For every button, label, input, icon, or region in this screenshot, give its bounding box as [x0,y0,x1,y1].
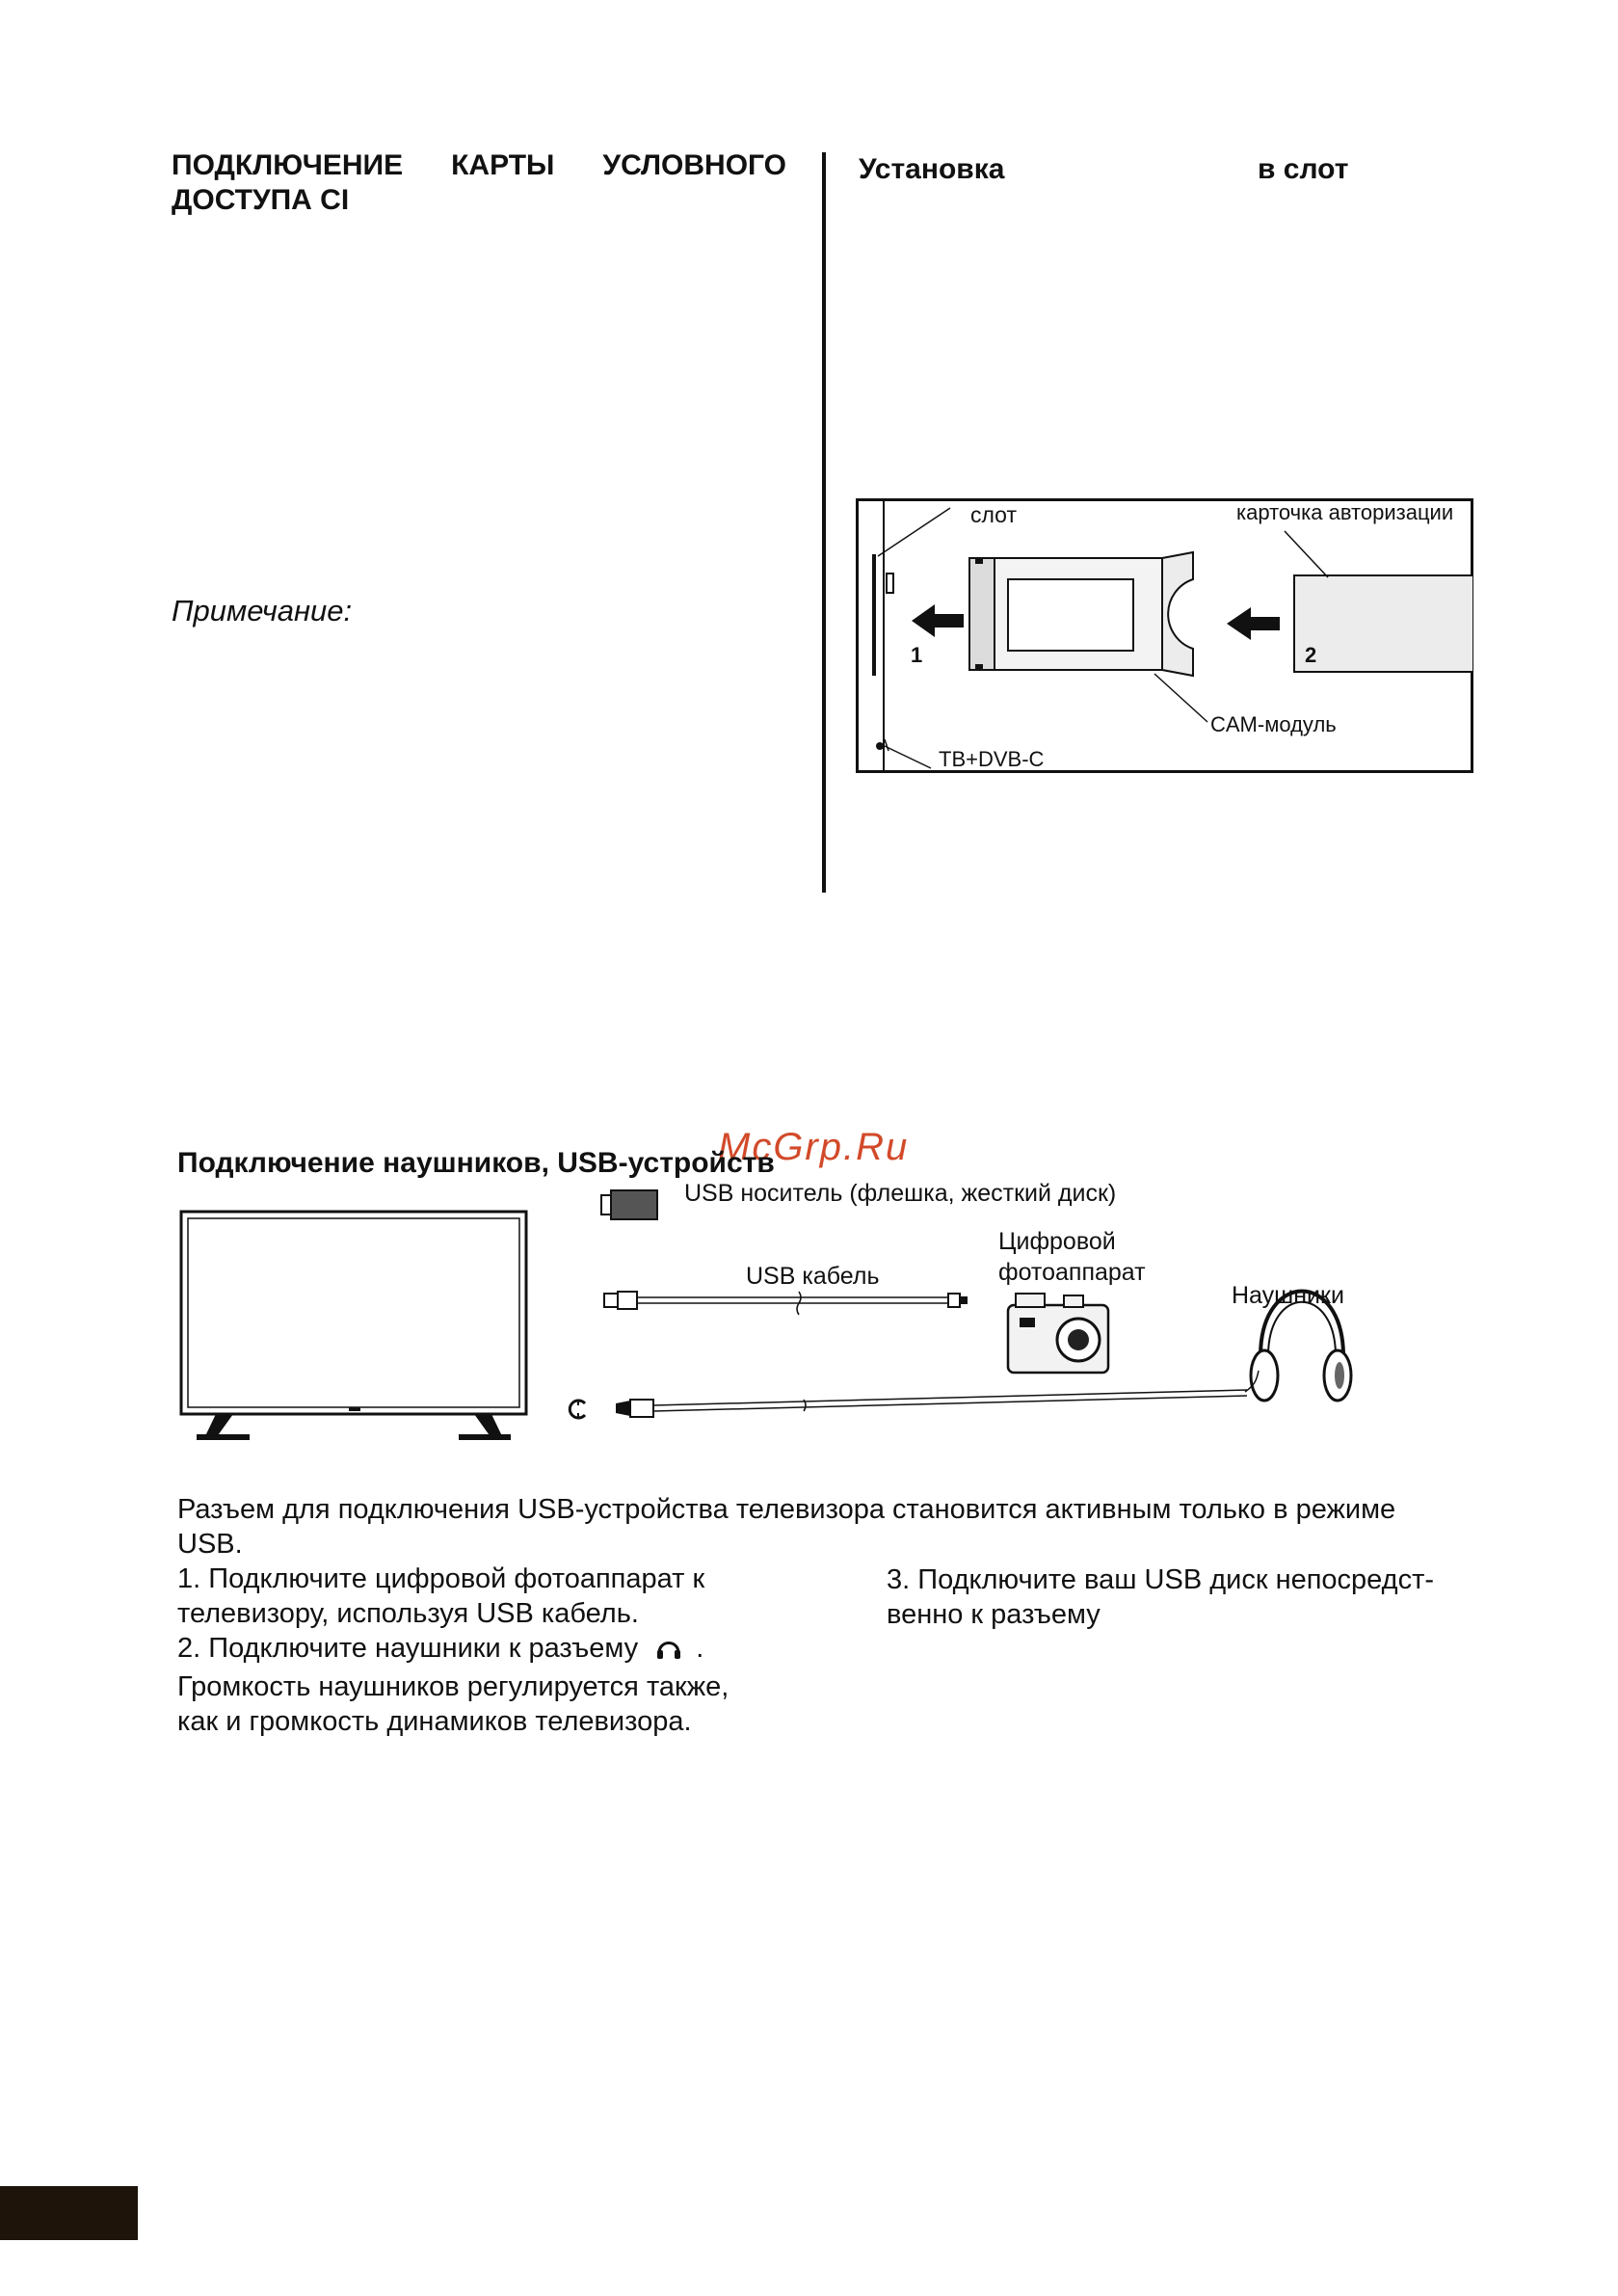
item3-line1: 3. Подключите ваш USB диск непосредст- [887,1564,1435,1595]
usb-intro-line1: Разъем для подключения USB-устройства телевизора становится активным только в режиме [177,1494,1396,1525]
ci-title-word-2: КАРТЫ [451,149,555,181]
item2-line3: как и громкость динамиков телевизора. [177,1706,692,1737]
usb-instructions-left [177,1562,794,1739]
usb-instructions-right [887,1562,1484,1632]
cam-insertion-diagram [856,498,1473,773]
install-title-word1: Установка [859,153,1005,185]
watermark-text: McGrp.Ru [718,1126,910,1168]
install-title-word2: в слот [1258,153,1349,185]
ci-section-title [172,148,786,218]
label-auth-card: карточка авторизации [1236,500,1454,524]
ci-title-word-1: ПОДКЛЮЧЕНИЕ [172,149,404,181]
headphones-icon [655,1634,682,1669]
usb-intro-text [177,1492,1469,1562]
column-divider [822,152,826,893]
ci-note-label: Примечание: [172,594,353,627]
label-usb-cable: USB кабель [746,1263,880,1290]
page-footer-block [0,2186,138,2240]
usb-diagram-svg [177,1188,1372,1448]
label-headphones: Наушники [1232,1282,1344,1309]
item1-line2: телевизору, используя USB кабель. [177,1598,639,1629]
label-camera-line2: фотоаппарат [998,1259,1146,1286]
item2-line1-end: . [696,1633,704,1664]
usb-connection-diagram [177,1180,1372,1448]
ci-title-line2: ДОСТУПА CI [172,184,350,216]
usb-intro-line2: USB. [177,1529,243,1560]
ci-title-word-3: УСЛОВНОГО [602,149,786,181]
usb-section-title: Подключение наушников, USB-устройств [177,1147,775,1179]
cam-diagram-svg [856,498,1473,773]
item3-line2: венно к разъему [887,1599,1101,1630]
label-step-2: 2 [1305,643,1317,667]
item2-line1-text: 2. Подключите наушники к разъему [177,1633,639,1664]
ci-title-line1 [172,148,786,183]
label-step-1: 1 [911,643,923,667]
label-slot: слот [970,502,1017,527]
label-cam-module: CAM-модуль [1210,712,1337,736]
item2-line1 [177,1631,794,1669]
label-usb-drive: USB носитель (флешка, жесткий диск) [684,1180,1117,1207]
item2-line2: Громкость наушников регулируется также, [177,1671,729,1702]
label-camera-line1: Цифровой [998,1228,1116,1255]
label-tv-dvbc: ТВ+DVB-C [939,747,1045,771]
item1-line1: 1. Подключите цифровой фотоаппарат к [177,1563,705,1594]
